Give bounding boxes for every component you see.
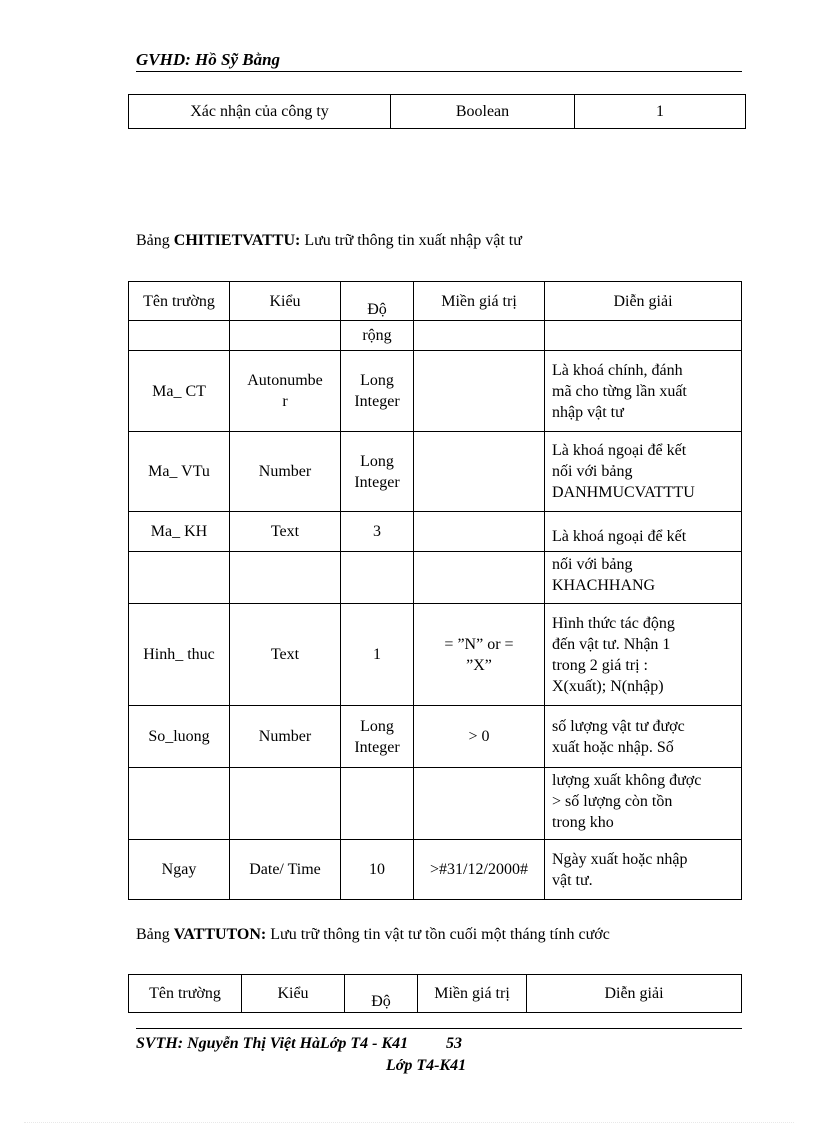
header-domain: Miền giá trị [414, 282, 545, 321]
cell-type: Date/ Time [230, 840, 341, 900]
header-width: Độ [341, 282, 414, 321]
cell-field: Ma_ CT [129, 351, 230, 432]
caption-table-name: CHITIETVATTU: [173, 232, 301, 249]
page-header: GVHD: Hồ Sỹ Bằng [136, 50, 281, 69]
cell-type: Autonumbe r [230, 351, 341, 432]
header-type: Kiểu [242, 975, 345, 1013]
cell-width: Long Integer [341, 432, 414, 512]
cell-domain [414, 432, 545, 512]
cell-field: Ma_ KH [129, 512, 230, 552]
header-domain: Miền giá trị [418, 975, 527, 1013]
table-header-row [129, 975, 742, 1013]
cell-width: Long Integer [341, 706, 414, 768]
table-row [129, 512, 742, 552]
header-rule [136, 71, 742, 72]
cell-field: Ma_ VTu [129, 432, 230, 512]
cell-domain: >#31/12/2000# [414, 840, 545, 900]
header-width-cont: rộng [341, 321, 414, 351]
cell-description: Là khoá ngoại để kết nối với bảng DANHMUCVATTTU [545, 432, 742, 512]
table-chitietvattu [128, 281, 742, 900]
cell-description: nối với bảng KHACHHANG [545, 552, 742, 604]
caption-prefix: Bảng [136, 232, 174, 249]
cell-width: Long Integer [341, 351, 414, 432]
table-header-cont-row [129, 321, 742, 351]
cell-description: Hình thức tác động đến vật tư. Nhận 1 trong 2 giá trị : X(xuất); N(nhập) [545, 604, 742, 706]
table-row [129, 552, 742, 604]
header-description: Diễn giải [545, 282, 742, 321]
top-table [128, 94, 746, 129]
table-row [129, 604, 742, 706]
cell-width: 10 [341, 840, 414, 900]
page-number: 53 [446, 1035, 462, 1052]
top-cell-value: 1 [575, 95, 746, 129]
cell-field: Ngay [129, 840, 230, 900]
cell-domain: > 0 [414, 706, 545, 768]
table-caption-vattuton [136, 926, 610, 944]
table-row [129, 840, 742, 900]
header-field: Tên trường [129, 975, 242, 1013]
cell-type: Text [230, 512, 341, 552]
header-description: Diễn giải [527, 975, 742, 1013]
header-type: Kiểu [230, 282, 341, 321]
cell-description: Là khoá ngoại để kết [545, 512, 742, 552]
cell-domain [414, 351, 545, 432]
footer-class: Lớp T4-K41 [386, 1057, 467, 1074]
top-cell-field: Xác nhận của công ty [129, 95, 391, 129]
table-row [129, 706, 742, 768]
table-caption-chitietvattu [136, 232, 522, 250]
cell-domain [414, 512, 545, 552]
caption-description: Lưu trữ thông tin xuất nhập vật tư [300, 232, 522, 249]
caption-prefix: Bảng [136, 926, 174, 943]
cell-field: So_luong [129, 706, 230, 768]
cell-description: số lượng vật tư được xuất hoặc nhập. Số [545, 706, 742, 768]
table-row [129, 432, 742, 512]
caption-description: Lưu trữ thông tin vật tư tồn cuối một tháng tính cước [266, 926, 610, 943]
cell-description: Ngày xuất hoặc nhập vật tư. [545, 840, 742, 900]
cell-width: 3 [341, 512, 414, 552]
cell-type: Text [230, 604, 341, 706]
footer-rule [136, 1028, 742, 1029]
cell-description: lượng xuất không được > số lượng còn tồn trong kho [545, 768, 742, 840]
cell-type: Number [230, 706, 341, 768]
header-field: Tên trường [129, 282, 230, 321]
page-footer: SVTH: Nguyễn Thị Việt HàLớp T4 - K41 [136, 1035, 409, 1052]
cell-field: Hinh_ thuc [129, 604, 230, 706]
table-header-row [129, 282, 742, 321]
cell-width: 1 [341, 604, 414, 706]
caption-table-name: VATTUTON: [173, 926, 267, 943]
cell-type: Number [230, 432, 341, 512]
header-width: Độ [345, 975, 418, 1013]
cell-description: Là khoá chính, đánh mã cho từng lần xuất nhập vật tư [545, 351, 742, 432]
table-row [129, 768, 742, 840]
cell-domain: = ”N” or = ”X” [414, 604, 545, 706]
table-row [129, 351, 742, 432]
top-cell-type: Boolean [391, 95, 575, 129]
table-vattuton [128, 974, 742, 1013]
